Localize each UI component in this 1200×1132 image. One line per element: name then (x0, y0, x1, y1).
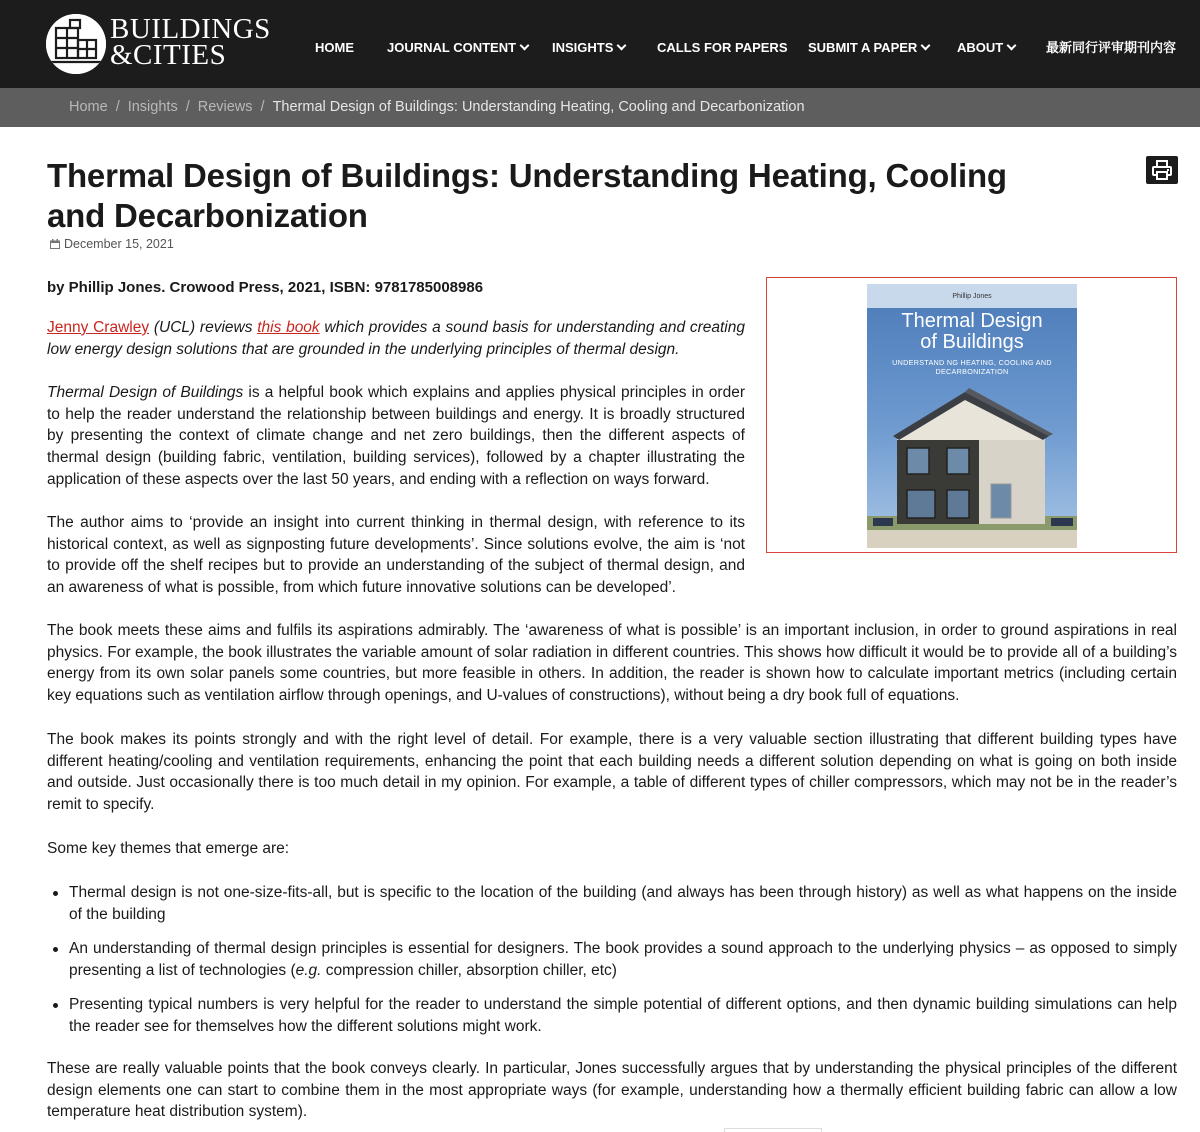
nav-label: CALLS FOR PAPERS (657, 40, 788, 55)
breadcrumb-separator: / (185, 99, 190, 115)
nav-item-submit-a-paper[interactable] (808, 40, 929, 56)
lead-paragraph (47, 317, 745, 360)
cover-subtitle: UNDERSTAND NG HEATING, COOLING AND DECARBONIZATION (892, 358, 1052, 376)
publish-date (50, 236, 174, 252)
list-item: Thermal design is not one-size-fits-all, but is specific to the location of the building (and always has been through history) as well as what happens on the inside of the building (69, 882, 1177, 925)
page-title: Thermal Design of Buildings: Understanding Heating, Cooling and Decarbonization (47, 157, 1007, 234)
cover-author: Phillip Jones (952, 293, 992, 300)
book-citation: by Phillip Jones. Crowood Press, 2021, ISBN: 9781785008986 (47, 279, 484, 296)
nav-item-insights[interactable] (552, 40, 625, 56)
nav-item-calls-for-papers[interactable] (657, 40, 788, 56)
cover-title-line-2: of Buildings (920, 331, 1024, 353)
body-paragraph-3: The book meets these aims and fulfils its aspirations admirably. The ‘awareness of what is possible’ is an important inclusion, in order to ground aspirations in real physics. For example, the book illustrates the variable amount of solar radiation in different countries. This shows how difficult it would be to provide all of a building’s energy from its own solar panels some countries, but more feasible in others. In addition, the reader is shown how to calculate important metrics (including certain key equations such as ventilation airflow through openings, and U-values of constructions), without being a dry book full of equations. (47, 622, 1177, 705)
breadcrumb-separator: / (115, 99, 120, 115)
list-item-text: compression chiller, absorption chiller, etc) (321, 961, 617, 979)
paragraph-text: is a helpful book which explains and applies physical principles in order to help the reader understand the relationship between buildings and energy. It is broadly structured by presenting the context of climate change and net zero buildings, then the different aspects of thermal design (building fabric, ventilation, building services), followed by a chapter illustrating the application of these aspects over the last 50 years, and ending with a reflection on ways forward. (47, 384, 745, 488)
nav-label: INSIGHTS (552, 40, 614, 55)
calendar-icon (50, 239, 60, 249)
lead-text: which provides a sound basis for understanding and creating low energy design solutions that are grounded in the underlying principles of thermal design. (47, 319, 745, 358)
printer-icon (1146, 156, 1178, 184)
breadcrumb-current: Thermal Design of Buildings: Understanding Heating, Cooling and Decarbonization (272, 99, 805, 115)
breadcrumb-bar (0, 88, 1200, 127)
chevron-down-icon (1007, 41, 1017, 51)
print-button[interactable] (1146, 156, 1178, 184)
nav-item-about[interactable] (957, 40, 1015, 56)
chevron-down-icon (520, 41, 530, 51)
chevron-down-icon (921, 41, 931, 51)
breadcrumb (69, 99, 805, 116)
breadcrumb-reviews[interactable]: Reviews (197, 99, 253, 115)
bottom-element-fragment (724, 1128, 822, 1132)
breadcrumb-separator: / (260, 99, 265, 115)
logo-wordmark (110, 13, 271, 71)
nav-label: HOME (315, 40, 354, 55)
nav-item-chinese[interactable] (1046, 40, 1176, 56)
body-paragraph-1 (47, 382, 745, 491)
nav-label: 最新同行评审期刊内容 (1046, 40, 1177, 55)
body-paragraph-2: The author aims to ‘provide an insight into current thinking in thermal design, with reference to its historical context, as well as signposting future developments’. Since solutions evolve, the aim is ‘not to provide off the shelf recipes but to provide an understanding of the subject of thermal design, and an awareness of what is possible, from which future innovative solutions can be developed’. (47, 514, 745, 597)
date-text: December 15, 2021 (64, 237, 174, 251)
book-cover-image (867, 284, 1077, 548)
list-item-text: An understanding of thermal design principles is essential for designers. The book provides a sound approach to the underlying physics – as opposed to simply presenting a list of technologies ( (69, 939, 1177, 979)
site-logo[interactable] (46, 13, 271, 74)
nav-label: SUBMIT A PAPER (808, 40, 918, 55)
reviewer-link[interactable]: Jenny Crawley (47, 319, 150, 336)
cover-title (867, 311, 1077, 353)
site-header (0, 0, 1200, 88)
breadcrumb-home[interactable]: Home (69, 99, 108, 115)
logo-line-1: BUILDINGS (110, 13, 271, 45)
book-link[interactable]: this book (257, 319, 320, 336)
nav-label: JOURNAL CONTENT (387, 40, 517, 55)
themes-list (69, 882, 1177, 1050)
body-paragraph-4: The book makes its points strongly and with the right level of detail. For example, there is a very valuable section illustrating that different building types have different heating/cooling and ventilation requirements, enhancing the point that each building needs a different solution depending on what is going on both inside and outside. Just occasionally there is too much detail in my opinion. For example, a table of different types of chiller compressors, which may not be in the reader’s remit to specify. (47, 731, 1177, 814)
logo-line-2: &CITIES (110, 39, 227, 71)
nav-item-journal-content[interactable] (387, 40, 528, 56)
nav-label: ABOUT (957, 40, 1004, 55)
lead-affiliation: (UCL) reviews (149, 319, 258, 336)
nav-item-home[interactable] (315, 40, 354, 56)
list-item: Presenting typical numbers is very helpful for the reader to understand the simple potential of different options, and then dynamic building simulations can help the reader see for themselves how the different solutions might work. (69, 994, 1177, 1037)
list-item (69, 938, 1177, 981)
logo-emblem-icon (46, 14, 106, 74)
chevron-down-icon (617, 41, 627, 51)
breadcrumb-insights[interactable]: Insights (127, 99, 178, 115)
main-nav (300, 0, 1200, 88)
body-paragraph-6: These are really valuable points that the book conveys clearly. In particular, Jones successfully argues that by understanding the physical principles of the different design elements one can start to combine them in the most appropriate ways (for example, understanding how a thermally efficient building fabric can allow a low temperature heat distribution system). (47, 1060, 1177, 1121)
cover-title-line-1: Thermal Design (901, 310, 1043, 332)
book-title-em: Thermal Design of Buildings (47, 384, 244, 401)
book-cover-frame (766, 277, 1177, 553)
body-paragraph-5: Some key themes that emerge are: (47, 840, 290, 857)
list-item-em: e.g. (295, 961, 322, 979)
